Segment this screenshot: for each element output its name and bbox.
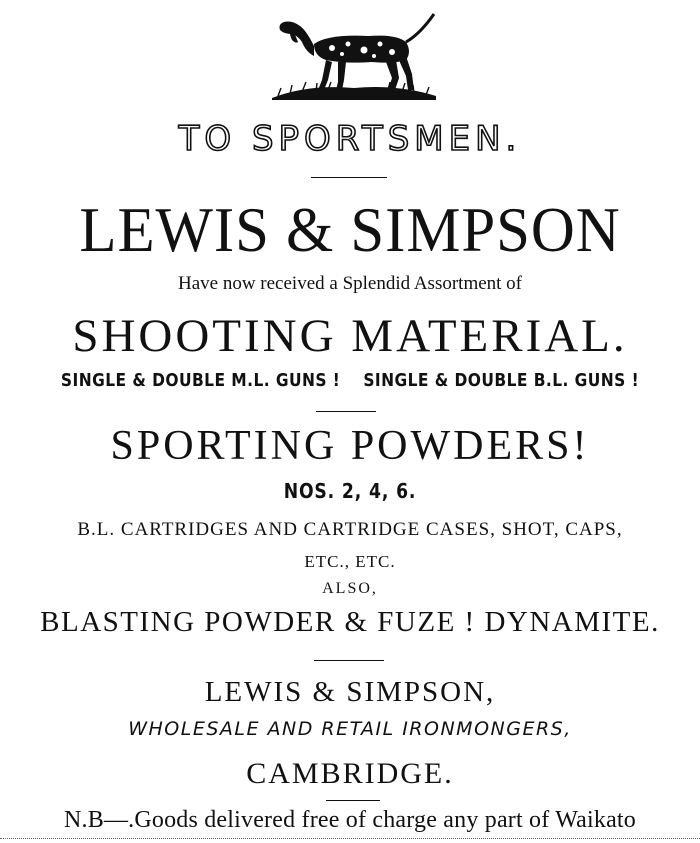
divider-rule <box>311 177 387 178</box>
also-line: ALSO, <box>322 580 378 597</box>
guns-left: SINGLE & DOUBLE M.L. GUNS ! <box>60 370 341 391</box>
town-line: CAMBRIDGE. <box>246 757 454 790</box>
divider-rule <box>316 411 376 412</box>
etc-line: ETC., ETC. <box>304 552 396 571</box>
divider-rule <box>314 660 384 661</box>
guns-line <box>49 372 651 390</box>
shooting-material: SHOOTING MATERIAL. <box>72 310 628 362</box>
divider-rule <box>326 800 380 801</box>
blasting-line: BLASTING POWDER & FUZE ! DYNAMITE. <box>40 606 660 638</box>
sporting-powders: SPORTING POWDERS! <box>110 423 590 469</box>
pointer-dog-icon <box>268 4 440 104</box>
delivery-note: N.B—.Goods delivered free of charge any part of Waikato <box>64 807 636 833</box>
bottom-dotted-border <box>0 838 700 839</box>
trade-line: WHOLESALE AND RETAIL IRONMONGERS, <box>128 718 572 740</box>
firm-name-signature: LEWIS & SIMPSON, <box>204 676 496 708</box>
firm-name: LEWIS & SIMPSON <box>79 194 621 265</box>
powder-numbers: NOS. 2, 4, 6. <box>283 479 417 503</box>
guns-right: SINGLE & DOUBLE B.L. GUNS ! <box>363 370 640 391</box>
ad-heading: TO SPORTSMEN. <box>178 119 522 159</box>
cartridges-line: B.L. CARTRIDGES AND CARTRIDGE CASES, SHOT, CAPS, <box>77 519 623 540</box>
received-line: Have now received a Splendid Assortment of <box>177 273 523 294</box>
